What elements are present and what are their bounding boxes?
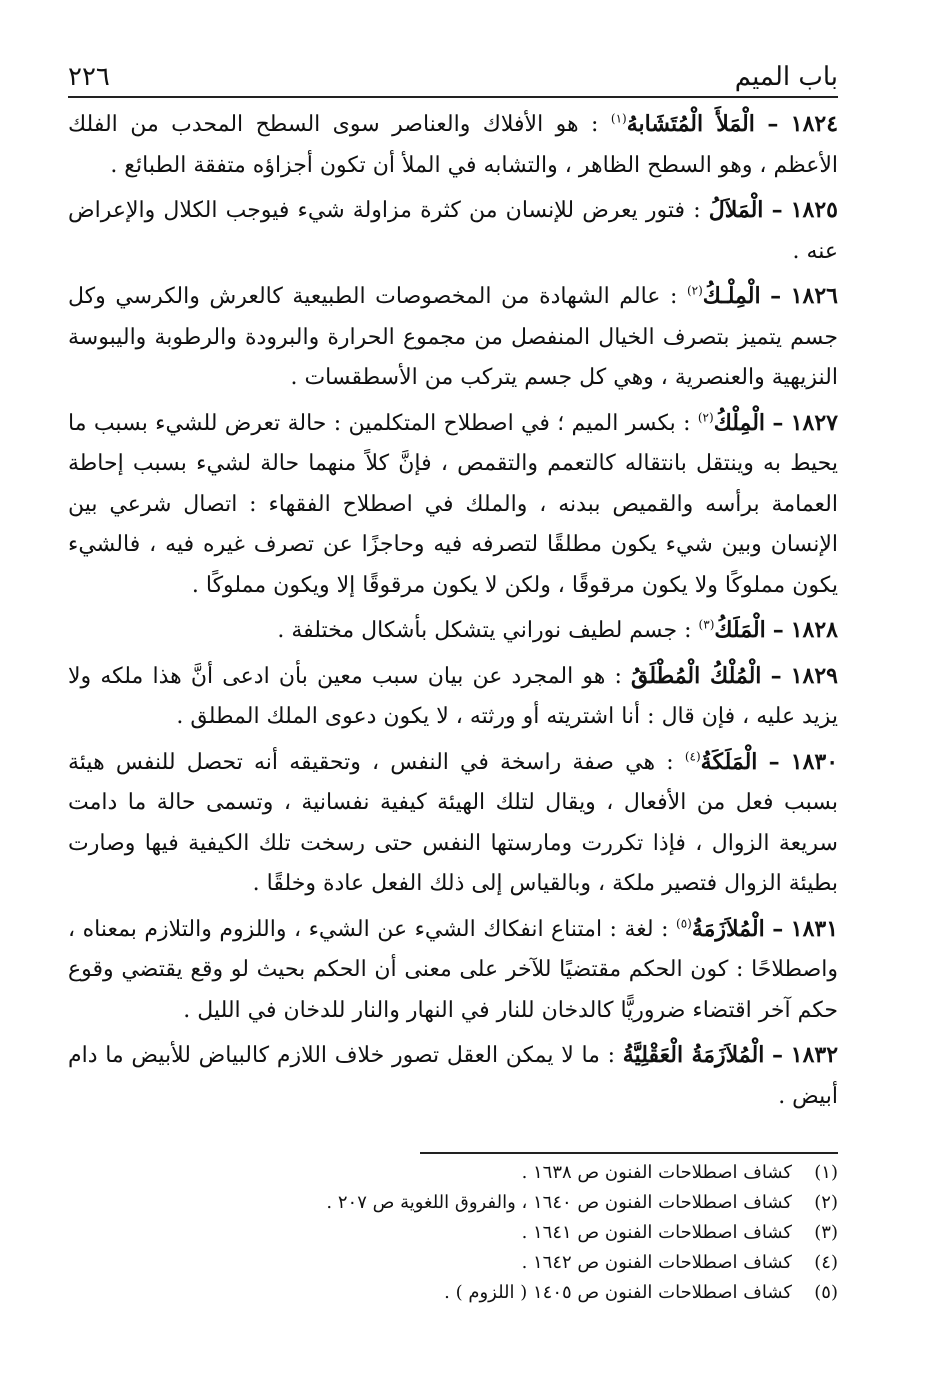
footnote-number: (٥) <box>814 1282 838 1303</box>
footnote-number: (١) <box>814 1162 838 1183</box>
footnote-ref[interactable]: (٢) <box>686 283 703 298</box>
footnotes <box>68 1158 838 1308</box>
entry-text: : جسم لطيف نوراني يتشكل بأشكال مختلفة . <box>277 618 692 643</box>
footnote-separator <box>420 1152 838 1154</box>
footnote-text: كشاف اصطلاحات الفنون ص ١٦٤٢ . <box>521 1252 792 1273</box>
entry-text: : بكسر الميم ؛ في اصطلاح المتكلمين : حالة تعرض للشيء بسبب ما يحيط به وينتقل بانتقاله كالتعمم والتقمص ، فإنَّ كلاً منهما حالة لشيء بسبب إحاطة العمامة برأسه والقميص ببدنه ، والملك في اصطلاح الفقهاء : اتصال شرعي بين الإنسان وبين شيء يكون مطلقًا لتصرفه فيه وحاجزًا عن تصرف غيره فيه ، فالشيء يكون مملوكًا ولا يكون مرقوقًا ، ولكن لا يكون مرقوقًا إلا ويكون مملوكًا . <box>68 410 838 598</box>
entry-number: ١٨٢٧ <box>790 409 838 436</box>
entry-number: ١٨٢٤ <box>790 111 839 137</box>
footnote-text: كشاف اصطلاحات الفنون ص ١٦٤٠ ، والفروق اللغوية ص ٢٠٧ . <box>326 1192 792 1213</box>
chapter-title: باب الميم <box>734 62 838 92</box>
page-number: ٢٢٦ <box>68 62 110 92</box>
entry-number: ١٨٢٩ <box>790 662 838 689</box>
footnote-item <box>68 1278 838 1308</box>
footnote-text: كشاف اصطلاحات الفنون ص ١٦٣٨ . <box>521 1162 792 1183</box>
footnote-item <box>68 1158 838 1188</box>
entry-text: : هي صفة راسخة في النفس ، وتحقيقه أنه تحصل للنفس هيئة بسبب فعل من الأفعال ، ويقال لتلك الهيئة كيفية نفسانية ، وتسمى حالة ما دامت سريعة الزوال ، فإذا تكررت ومارستها النفس حتى رسخت تلك الكيفية فيها وصارت بطيئة الزوال فتصير ملكة ، وبالقياس إلى ذلك الفعل عادة وخلقًا . <box>68 749 838 896</box>
footnote-number: (٣) <box>814 1222 838 1243</box>
entry-1826: ١٨٢٦ – الْمِلْـكُ$^{(٢)}$ : عالم الشهادة من المخصوصات الطبيعية كالعرش والكرسي وكل جسم يتميز بتصرف الخيال المنفصل من مجموع الحرارة والبرودة والرطوبة واليبوسة النزيهية والعنصرية ، وهي كل جسم يتركب من الأسطقسات . <box>68 283 838 390</box>
entry-term: الْمُلاَزَمَةُ <box>691 915 765 942</box>
entry-number: ١٨٣١ <box>790 915 839 942</box>
footnote-ref[interactable]: (٢) <box>697 410 714 425</box>
entry-text: : عالم الشهادة من المخصوصات الطبيعية كالعرش والكرسي وكل جسم يتميز بتصرف الخيال المنفصل من مجموع الحرارة والبرودة والرطوبة واليبوسة النزيهية والعنصرية ، وهي كل جسم يتركب من الأسطقسات . <box>68 284 838 390</box>
footnote-item <box>68 1188 838 1218</box>
entry-1831: ١٨٣١ – الْمُلاَزَمَةُ$^{(٥)}$ : لغة : امتناع انفكاك الشيء عن الشيء ، واللزوم والتلازم بمعناه ، واصطلاحًا : كون الحكم مقتضيًا للآخر على معنى أن الحكم بحيث لو وقع يقتضي وقوع حكم آخر اقتضاء ضروريًّا كالدخان للنار في النهار والنار للدخان في الليل . <box>68 915 839 1023</box>
entry-1825: ١٨٢٥ – الْمَلاَلُ : فتور يعرض للإنسان من كثرة مزاولة شيء فيوجب الكلال والإعراض عنه . <box>68 197 838 264</box>
footnote-number: (٤) <box>814 1252 838 1273</box>
entry-text: : هو الأفلاك والعناصر سوى السطح المحدب من الفلك الأعظم ، وهو السطح الظاهر ، والتشابه في الملأ أن تكون أجزاؤه متفقة الطبائع . <box>68 112 838 178</box>
page-header <box>68 56 838 98</box>
entry-1829: ١٨٢٩ – الْمُلْكُ الْمُطْلَقُ : هو المجرد عن بيان سبب معين بأن ادعى أنَّ هذا ملكه ولا يزيد عليه ، فإن قال : أنا اشتريته أو ورثته ، لا يكون دعوى الملك المطلق . <box>68 662 838 729</box>
footnote-text: كشاف اصطلاحات الفنون ص ١٦٤١ . <box>521 1222 792 1243</box>
entry-term: الْمَلأَ الْمُتَشَابهُ <box>626 111 755 137</box>
entry-term: الْمَلَكَةُ <box>700 748 758 775</box>
entries-body <box>68 104 838 1121</box>
entry-text: : ما لا يمكن العقل تصور خلاف اللازم كالبياض للأبيض ما دام أبيض . <box>68 1043 838 1109</box>
entry-text: : لغة : امتناع انفكاك الشيء عن الشيء ، واللزوم والتلازم بمعناه ، واصطلاحًا : كون الحكم مقتضيًا للآخر على معنى أن الحكم بحيث لو وقع يقتضي وقوع حكم آخر اقتضاء ضروريًّا كالدخان للنار في النهار والنار للدخان في الليل . <box>68 916 838 1023</box>
entry-term: الْمُلْكُ الْمُطْلَقُ <box>631 662 762 689</box>
entry-term: الْمِلْـكُ <box>702 283 761 309</box>
footnote-item <box>68 1248 838 1278</box>
footnote-ref[interactable]: (٥) <box>676 916 692 931</box>
footnote-item <box>68 1218 838 1248</box>
entry-number: ١٨٣٢ <box>790 1042 839 1068</box>
entry-1824: ١٨٢٤ – الْمَلأَ الْمُتَشَابهُ$^{(١)}$ : هو الأفلاك والعناصر سوى السطح المحدب من الفلك الأعظم ، وهو السطح الظاهر ، والتشابه في الملأ أن تكون أجزاؤه متفقة الطبائع . <box>68 111 839 178</box>
entry-term: الْمُلاَزَمَةُ الْعَقْلِيَّةُ <box>622 1042 765 1068</box>
entry-term: الْمَلاَلُ <box>708 197 764 223</box>
footnote-ref[interactable]: (٤) <box>684 749 701 764</box>
footnote-number: (٢) <box>814 1192 838 1213</box>
entry-text: : هو المجرد عن بيان سبب معين بأن ادعى أنَّ هذا ملكه ولا يزيد عليه ، فإن قال : أنا اشتريته أو ورثته ، لا يكون دعوى الملك المطلق . <box>68 663 838 729</box>
entry-1828: ١٨٢٨ – الْمَلَكُ$^{(٣)}$ : جسم لطيف نوراني يتشكل بأشكال مختلفة . <box>277 617 838 643</box>
entry-1830: ١٨٣٠ – الْمَلَكَةُ$^{(٤)}$ : هي صفة راسخة في النفس ، وتحقيقه أنه تحصل للنفس هيئة بسبب فعل من الأفعال ، ويقال لتلك الهيئة كيفية نفسانية ، وتسمى حالة ما دامت سريعة الزوال ، فإذا تكررت ومارستها النفس حتى رسخت تلك الكيفية فيها وصارت بطيئة الزوال فتصير ملكة ، وبالقياس إلى ذلك الفعل عادة وخلقًا . <box>68 748 839 896</box>
entry-term: الْمَلَكُ <box>714 617 766 643</box>
entry-number: ١٨٣٠ <box>790 748 839 775</box>
entry-number: ١٨٢٥ <box>790 197 838 223</box>
entry-term: الْمِلْكُ <box>713 409 766 436</box>
entry-text: : فتور يعرض للإنسان من كثرة مزاولة شيء فيوجب الكلال والإعراض عنه . <box>68 198 838 264</box>
entry-1832: ١٨٣٢ – الْمُلاَزَمَةُ الْعَقْلِيَّةُ : ما لا يمكن العقل تصور خلاف اللازم كالبياض للأبيض ما دام أبيض . <box>68 1042 839 1109</box>
footnote-text: كشاف اصطلاحات الفنون ص ١٤٠٥ ( اللزوم ) . <box>444 1282 792 1303</box>
entry-number: ١٨٢٨ <box>790 617 838 643</box>
footnote-ref[interactable]: (١) <box>610 111 627 126</box>
entry-1827: ١٨٢٧ – الْمِلْكُ$^{(٢)}$ : بكسر الميم ؛ في اصطلاح المتكلمين : حالة تعرض للشيء بسبب ما يحيط به وينتقل بانتقاله كالتعمم والتقمص ، فإنَّ كلاً منهما حالة لشيء بسبب إحاطة العمامة برأسه والقميص ببدنه ، والملك في اصطلاح الفقهاء : اتصال شرعي بين الإنسان وبين شيء يكون مطلقًا لتصرفه فيه وحاجزًا عن تصرف غيره فيه ، فالشيء يكون مملوكًا ولا يكون مرقوقًا ، ولكن لا يكون مرقوقًا إلا ويكون مملوكًا . <box>68 409 838 598</box>
entry-number: ١٨٢٦ <box>790 283 838 309</box>
footnote-ref[interactable]: (٣) <box>698 617 715 632</box>
